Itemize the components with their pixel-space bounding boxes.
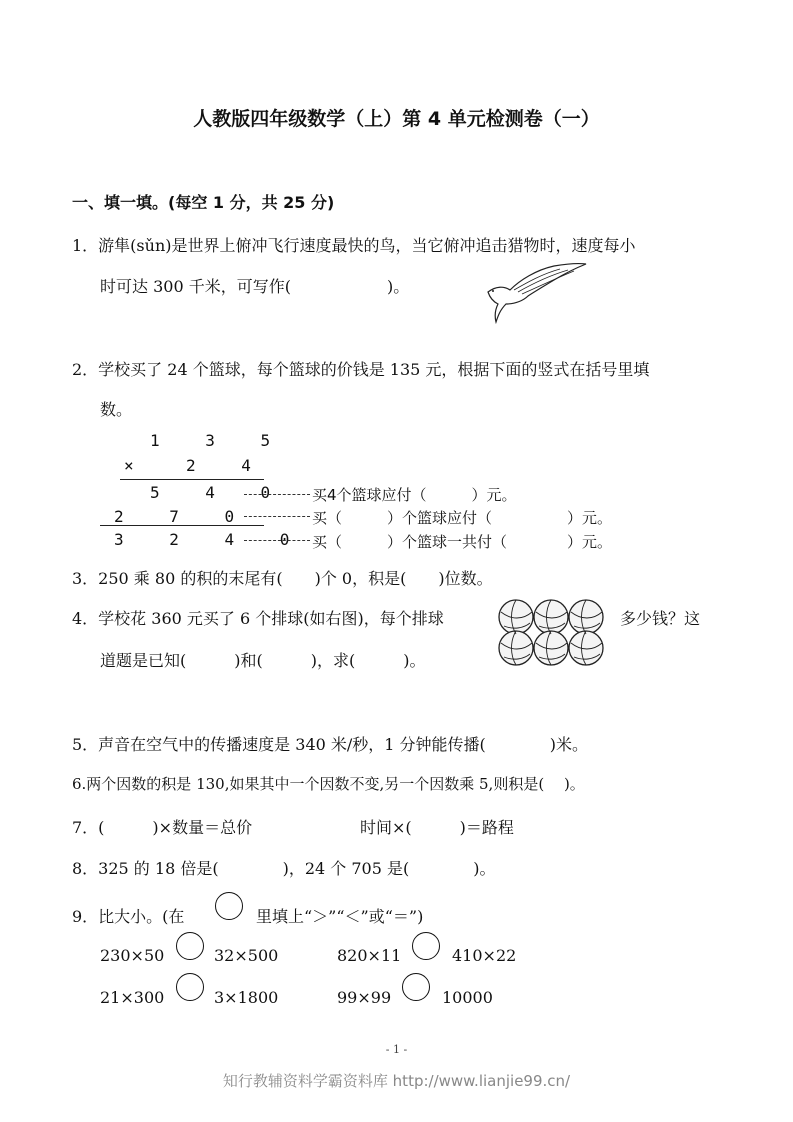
vertical-row-3: 5 4 0 [150,483,289,502]
compare-right-1: 32×500 [214,946,279,965]
question-9-suffix: 里填上“＞”“＜”或“＝”) [256,907,424,926]
compare-circle-1[interactable] [176,932,204,960]
compare-right-4: 10000 [442,988,493,1007]
compare-circle-4[interactable] [402,973,430,1001]
vertical-row-5: 3 2 4 0 [114,530,308,549]
question-2-line-1: 2．学校买了 24 个篮球，每个篮球的价钱是 135 元，根据下面的竖式在括号里填 [72,360,650,379]
vertical-label-3: 买（ ）个篮球一共付（ ）元。 [312,533,613,551]
page-title: 人教版四年级数学（上）第 4 单元检测卷（一） [193,108,600,130]
question-6: 6.两个因数的积是 130,如果其中一个因数不变,另一个因数乘 5,则积是( )。 [72,775,585,793]
falcon-illustration [484,260,590,326]
question-4-line-2: 道题是已知( )和( )，求( )。 [100,651,426,670]
question-3: 3．250 乘 80 的积的末尾有( )个 0，积是( )位数。 [72,569,493,588]
question-1-line-2: 时可达 300 千米，可写作( )。 [100,277,410,296]
compare-left-2: 820×11 [337,946,402,965]
compare-left-3: 21×300 [100,988,165,1007]
question-7-part-b: 时间×( )＝路程 [360,818,514,837]
vertical-label-1: 买4个篮球应付（ ）元。 [312,486,517,504]
compare-left-1: 230×50 [100,946,165,965]
vertical-label-2: 买（ ）个篮球应付（ ）元。 [312,509,613,527]
page-number: - 1 - [385,1043,408,1056]
leader-line-2 [244,516,310,517]
question-1-line-1: 1．游隼(sǔn)是世界上俯冲飞行速度最快的鸟，当它俯冲追击猎物时，速度每小 [72,236,636,255]
question-5: 5．声音在空气中的传播速度是 340 米/秒，1 分钟能传播( )米。 [72,735,589,754]
compare-right-2: 410×22 [452,946,517,965]
compare-circle-example [215,892,243,920]
question-8: 8．325 的 18 倍是( )，24 个 705 是( )。 [72,859,496,878]
section-heading: 一、填一填。(每空 1 分，共 25 分) [72,193,335,212]
question-4-line-1a: 4．学校花 360 元买了 6 个排球(如右图)，每个排球 [72,609,444,628]
vertical-row-1: 1 3 5 [150,431,289,450]
question-7-part-a: 7．( )×数量＝总价 [72,818,253,837]
compare-circle-2[interactable] [412,932,440,960]
leader-line-1 [244,494,310,495]
question-9-prefix: 9．比大小。(在 [72,907,185,926]
volleyballs-illustration [496,598,608,668]
leader-line-3 [244,540,310,541]
compare-left-4: 99×99 [337,988,392,1007]
times-symbol: × [124,456,134,475]
compare-circle-3[interactable] [176,973,204,1001]
vertical-row-2: 2 4 [186,456,269,475]
question-4-line-1b: 多少钱？这 [620,609,701,628]
vertical-row-4: 2 7 0 [114,507,253,526]
vertical-rule-1 [120,479,264,480]
question-2-line-2: 数。 [100,400,133,419]
vertical-rule-2 [100,525,264,526]
footer-watermark[interactable]: 知行教辅资料学霸资料库 http://www.lianjie99.cn/ [222,1072,571,1090]
compare-right-3: 3×1800 [214,988,279,1007]
